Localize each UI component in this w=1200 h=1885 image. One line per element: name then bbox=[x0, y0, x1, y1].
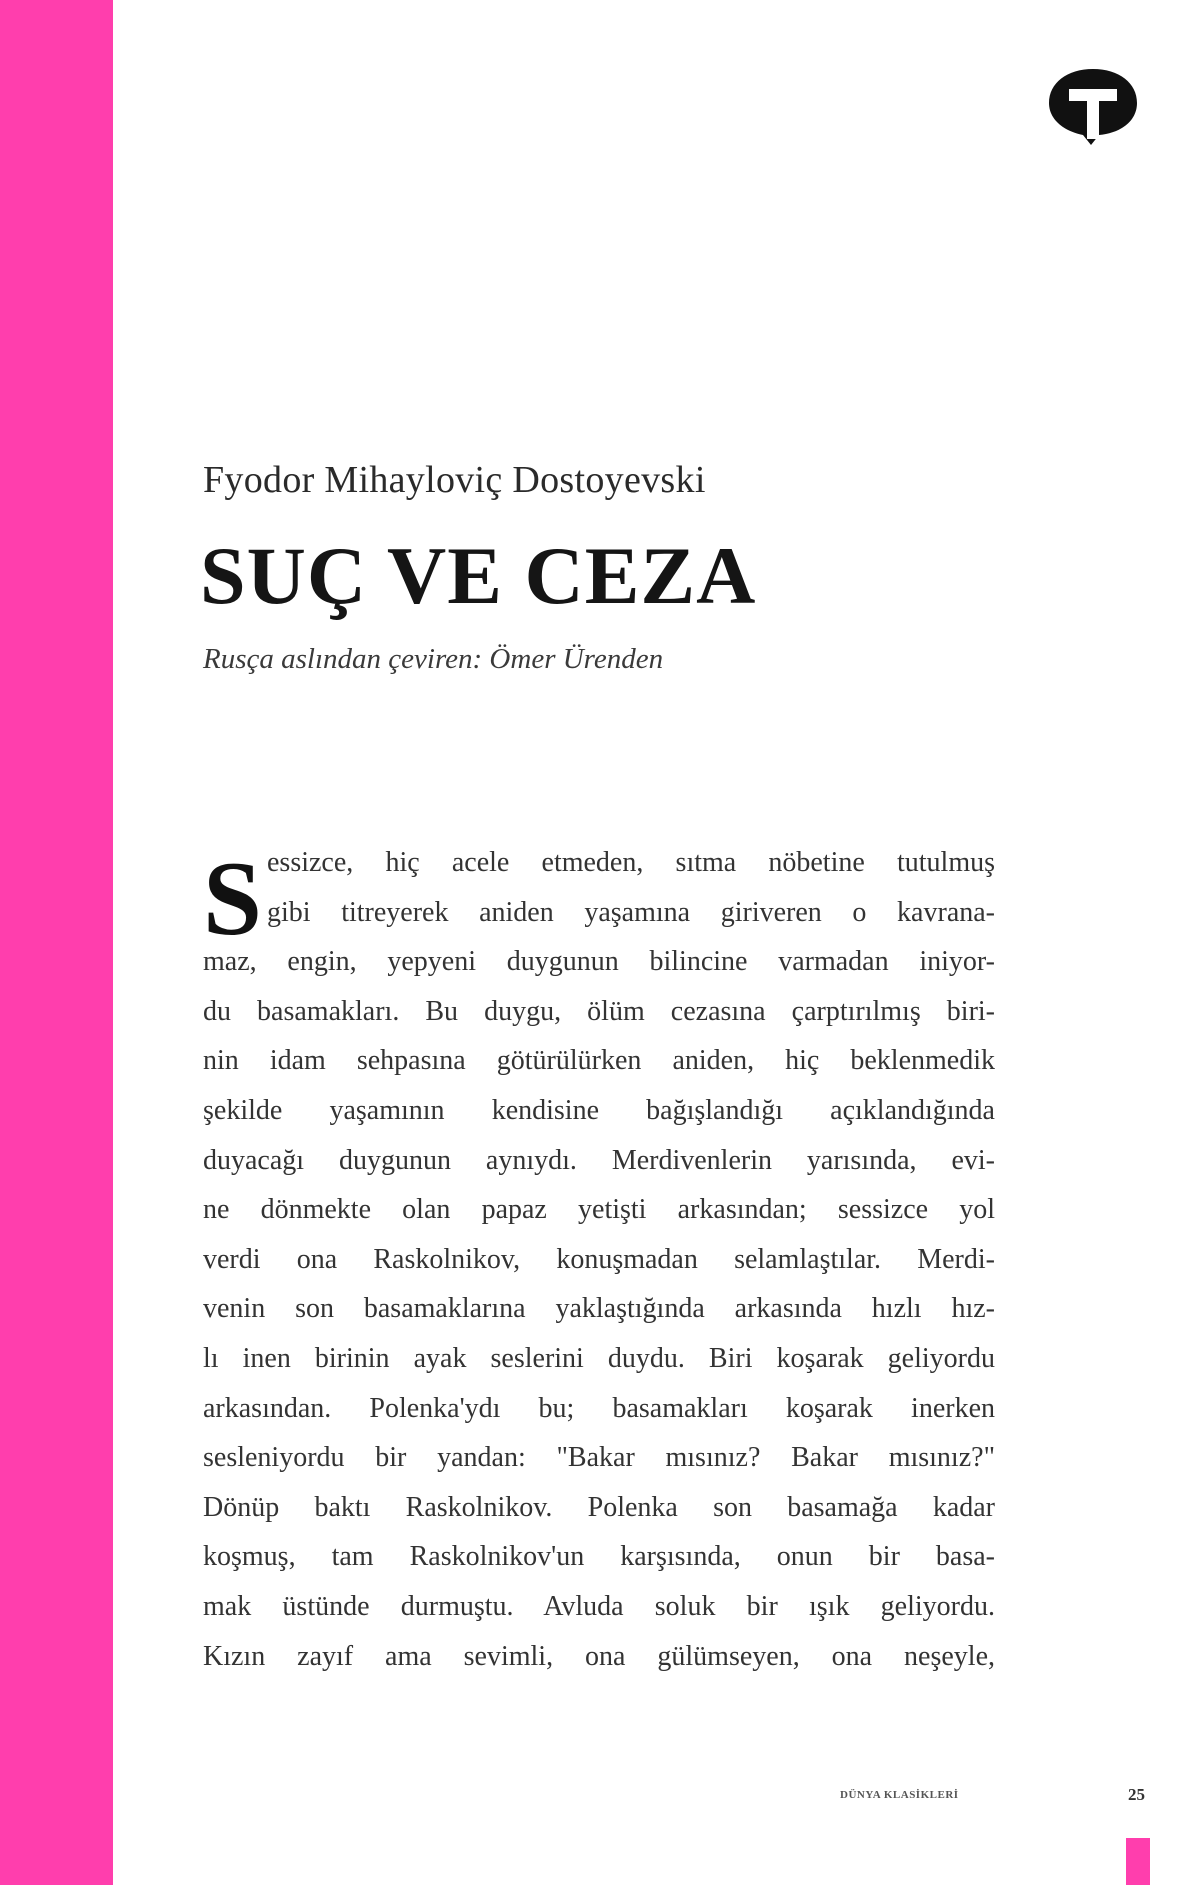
text-line: gibi titreyerek aniden yaşamına giriveren o kavrana- bbox=[267, 896, 995, 928]
translator-credit: Rusça aslından çeviren: Ömer Ürenden bbox=[203, 643, 664, 675]
text-line: essizce, hiç acele etmeden, sıtma nöbetine tutulmuş bbox=[267, 847, 995, 878]
text-line: nin idam sehpasına götürülürken aniden, hiç beklenmedik bbox=[203, 1045, 995, 1077]
text-line: koşmuş, tam Raskolnikov'un karşısında, onun bir basa- bbox=[203, 1541, 995, 1573]
text-line: ne dönmekte olan papaz yetişti arkasından; sessizce yol bbox=[203, 1194, 995, 1226]
book-title: SUÇ VE CEZA bbox=[200, 530, 757, 621]
text-line: sesleniyordu bir yandan: "Bakar mısınız? Bakar mısınız?" bbox=[203, 1442, 995, 1474]
page-number: 25 bbox=[1128, 1785, 1145, 1804]
text-line: mak üstünde durmuştu. Avluda soluk bir ışık geliyordu. bbox=[203, 1590, 995, 1622]
pink-side-strip bbox=[0, 0, 113, 1885]
text-line: duyacağı duygunun aynıydı. Merdivenlerin yarısında, evi- bbox=[203, 1144, 995, 1176]
series-label: DÜNYA KLASİKLERİ bbox=[840, 1789, 959, 1801]
text-line: Kızın zayıf ama sevimli, ona gülümseyen, ona neşeyle, bbox=[203, 1640, 995, 1672]
text-line: şekilde yaşamının kendisine bağışlandığı açıklandığında bbox=[203, 1094, 995, 1126]
text-line: Dönüp baktı Raskolnikov. Polenka son basamağa kadar bbox=[203, 1491, 995, 1523]
text-line: arkasından. Polenka'ydı bu; basamakları koşarak inerken bbox=[203, 1392, 995, 1424]
text-line: du basamakları. Bu duygu, ölüm cezasına çarptırılmış biri- bbox=[203, 995, 995, 1027]
publisher-logo-icon bbox=[1043, 65, 1143, 145]
text-line: verdi ona Raskolnikov, konuşmadan selamlaştılar. Merdi- bbox=[203, 1243, 995, 1275]
page-marker-tab bbox=[1126, 1838, 1150, 1885]
text-line: lı inen birinin ayak seslerini duydu. Biri koşarak geliyordu bbox=[203, 1342, 995, 1374]
text-line: venin son basamaklarına yaklaştığında arkasında hızlı hız- bbox=[203, 1293, 995, 1325]
body-text bbox=[203, 838, 995, 1681]
text-line: maz, engin, yepyeni duygunun bilincine varmadan iniyor- bbox=[203, 946, 995, 978]
drop-cap: S bbox=[203, 840, 262, 957]
author-name: Fyodor Mihayloviç Dostoyevski bbox=[203, 459, 706, 501]
